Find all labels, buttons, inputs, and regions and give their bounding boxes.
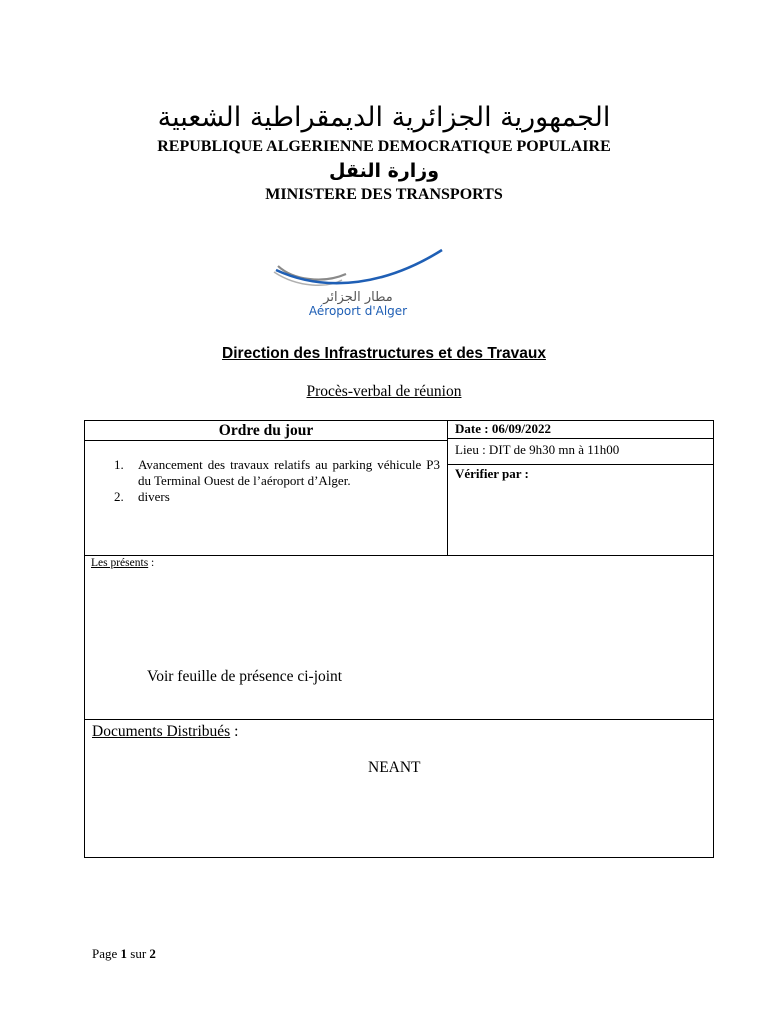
page-number xyxy=(92,946,156,962)
document-subtitle: Procès-verbal de réunion xyxy=(306,383,462,400)
documents-suffix: : xyxy=(230,723,239,740)
agenda-item-text: divers xyxy=(138,489,170,504)
documents-label: Documents Distribués xyxy=(92,723,231,740)
page-separator: sur xyxy=(127,946,150,961)
logo-arabic-text: مطار الجزائر xyxy=(323,290,393,305)
agenda-item xyxy=(100,489,440,505)
page-current: 1 xyxy=(120,946,128,961)
lieu-row-divider xyxy=(447,464,714,465)
meeting-location: Lieu : DIT de 9h30 mn à 11h00 xyxy=(455,442,620,457)
agenda-item-number: 2. xyxy=(114,489,124,504)
presents-body: Voir feuille de présence ci-joint xyxy=(147,668,343,685)
meeting-date: Date : 06/09/2022 xyxy=(455,421,552,436)
presents-heading xyxy=(91,556,154,570)
documents-body: NEANT xyxy=(368,759,421,776)
republic-title: REPUBLIQUE ALGERIENNE DEMOCRATIQUE POPULAIRE xyxy=(157,138,611,155)
table-column-divider xyxy=(447,420,448,556)
agenda-item xyxy=(100,457,440,489)
logo-swoosh-blue xyxy=(276,250,442,283)
agenda-list xyxy=(100,457,440,505)
presents-suffix: : xyxy=(148,557,155,569)
section-divider-documents xyxy=(84,719,714,720)
airport-logo xyxy=(268,244,448,322)
section-divider-presents xyxy=(84,555,714,556)
ordre-header-divider xyxy=(84,440,447,441)
documents-heading xyxy=(92,722,238,742)
verified-by-label: Vérifier par : xyxy=(455,466,529,481)
presents-label: Les présents xyxy=(91,557,149,569)
logo-swoosh-gray xyxy=(278,266,346,280)
agenda-item-number: 1. xyxy=(114,457,124,472)
arabic-ministry-title: وزارة النقل xyxy=(328,160,440,182)
ordre-du-jour-header: Ordre du jour xyxy=(218,422,314,439)
page-prefix: Page xyxy=(92,946,121,961)
agenda-item-text: Avancement des travaux relatifs au parking véhicule P3 du Terminal Ouest de l’aéroport d’Alger. xyxy=(138,457,440,488)
page-total: 2 xyxy=(149,946,156,961)
arabic-republic-title: الجمهورية الجزائرية الديمقراطية الشعبية xyxy=(157,102,611,133)
direction-title: Direction des Infrastructures et des Travaux xyxy=(222,345,546,362)
logo-latin-text: Aéroport d'Alger xyxy=(308,304,408,318)
ministry-title: MINISTERE DES TRANSPORTS xyxy=(265,186,503,203)
date-row-divider xyxy=(447,438,714,439)
